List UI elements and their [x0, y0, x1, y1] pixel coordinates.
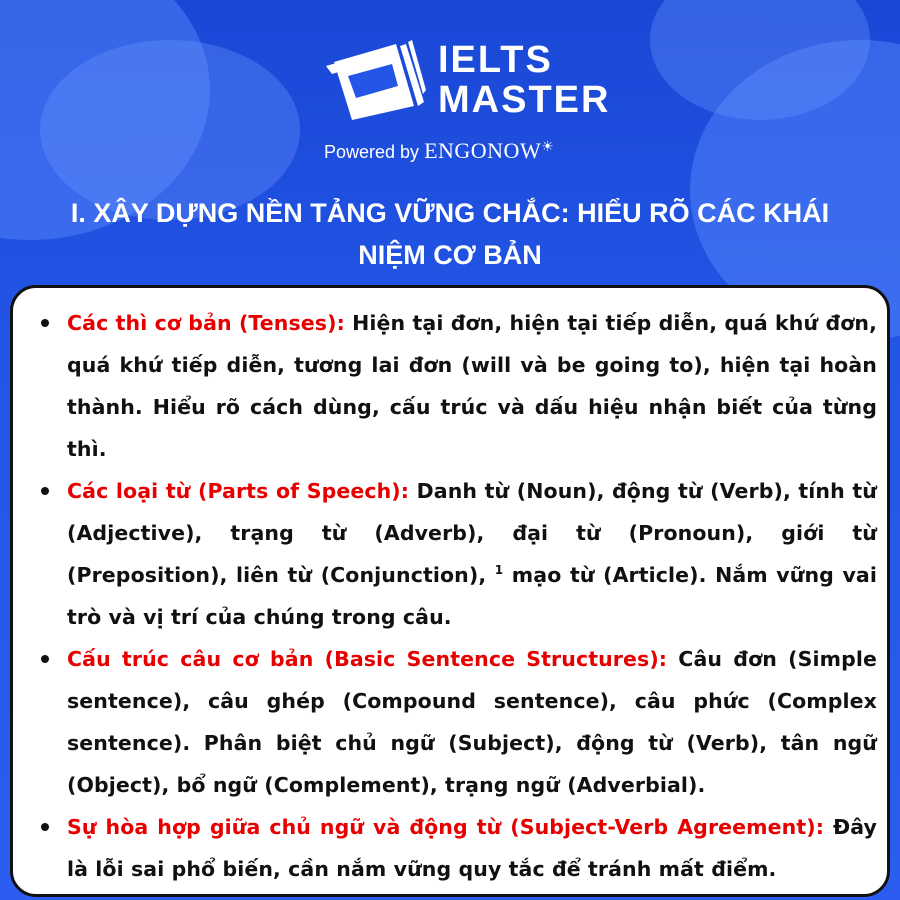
powered-brand: ENGONOW	[424, 138, 542, 163]
list-item	[41, 302, 877, 470]
bullet-icon	[41, 823, 49, 831]
item-text: Hiện tại đơn, hiện tại tiếp diễn, quá khứ đơn, quá khứ tiếp diễn, tương lai đơn (will và be going to), hiện tại hoàn thành. Hiểu rõ cách dùng, cấu trúc và dấu hiệu nhận biết của từng thì.	[67, 311, 877, 461]
bullet-icon	[41, 319, 49, 327]
book-logo-icon	[326, 36, 426, 120]
item-text: Danh từ (Noun), động từ (Verb), tính từ (Adjective), trạng từ (Adverb), đại từ (Pronoun), giới từ (Preposition), liên từ (Conjunction),	[67, 479, 877, 587]
logo-line-1: IELTS	[438, 39, 553, 81]
list-item	[41, 806, 877, 890]
item-key: Các loại từ (Parts of Speech):	[67, 479, 410, 503]
bullet-icon	[41, 487, 49, 495]
section-title	[20, 192, 880, 276]
content-card	[10, 285, 890, 897]
ielts-master-logo	[326, 36, 611, 126]
item-text: Câu đơn (Simple sentence), câu ghép (Compound sentence), câu phức (Complex sentence). Phân biệt chủ ngữ (Subject), động từ (Verb), tân ngữ (Object), bổ ngữ (Complement), trạng ngữ (Adverbial).	[67, 647, 877, 797]
item-text-after: mạo từ (Article). Nắm vững vai trò và vị trí của chúng trong câu.	[67, 563, 877, 629]
powered-by	[324, 138, 554, 164]
item-key: Các thì cơ bản (Tenses):	[67, 311, 345, 335]
item-text: Đây là lỗi sai phổ biến, cần nắm vững quy tắc để tránh mất điểm.	[67, 815, 877, 881]
logo-line-2: MASTER	[438, 79, 611, 121]
item-key: Cấu trúc câu cơ bản (Basic Sentence Structures):	[67, 647, 668, 671]
title-line-2: NIỆM CƠ BẢN	[358, 240, 542, 270]
item-key: Sự hòa hợp giữa chủ ngữ và động từ (Subject-Verb Agreement):	[67, 815, 825, 839]
list-item	[41, 638, 877, 806]
footnote-marker: 1	[494, 563, 504, 578]
powered-prefix: Powered by	[324, 142, 425, 162]
bullet-icon	[41, 655, 49, 663]
concept-list	[41, 302, 877, 890]
sun-icon: ☀	[541, 138, 554, 154]
title-line-1: I. XÂY DỰNG NỀN TẢNG VỮNG CHẮC: HIỂU RÕ CÁC KHÁI	[70, 198, 830, 228]
list-item	[41, 470, 877, 638]
logo-text	[438, 40, 610, 120]
